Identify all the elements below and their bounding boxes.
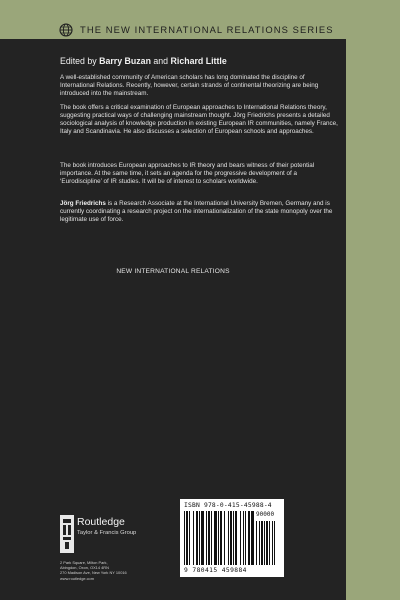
address-line: www.routledge.com (60, 575, 94, 581)
editor-name-2: Richard Little (170, 56, 227, 66)
series-footer-name: NEW INTERNATIONAL RELATIONS (116, 268, 230, 275)
publisher-name: Routledge (77, 516, 125, 528)
series-header-bar (0, 0, 400, 39)
blurb-paragraph-3: The book introduces European approaches to IR theory and bears witness of their potential importance. At the same time, it sets an agenda for the progressive development of a ‘Eurodiscipline’ of IR studies. It will be of interest to scholars worldwide. (60, 162, 315, 186)
blurb-paragraph-1: A well-established community of American scholars has long dominated the discipline of International Relations. Recently, however, certain strands of continental theorizing are being introduced into the mainstream. (60, 74, 319, 98)
ean-number: 9 780415 459884 (184, 567, 247, 574)
editors-line (60, 56, 227, 66)
blurb-paragraph-2: The book offers a critical examination of European approaches to International Relations theory, suggesting practical ways of challenging mainstream thought. Jörg Friedrichs presents a detailed sociological analysis of knowledge production in existing European IR communities, namely France, Italy and Scandinavia. He also discusses a selection of European schools and approaches. (60, 104, 338, 136)
address-line: 2 Park Square, Milton Park, (60, 560, 108, 565)
globe-icon (59, 23, 73, 37)
publisher-address (60, 560, 127, 581)
editors-conjunction: and (150, 56, 171, 66)
series-title: THE NEW INTERNATIONAL RELATIONS SERIES (80, 24, 334, 35)
author-bio (60, 200, 340, 224)
routledge-logo-mark (60, 515, 74, 553)
address-line: 270 Madison Ave, New York NY 10016 (60, 570, 127, 576)
barcode-addon: 90000 (256, 511, 275, 518)
isbn-label: ISBN 978-0-415-45988-4 (184, 502, 272, 509)
side-color-strip (346, 39, 400, 600)
barcode-box (180, 499, 284, 577)
address-line: Abingdon, Oxon, OX14 4RN (60, 565, 109, 571)
author-name: Jörg Friedrichs (60, 200, 106, 207)
editors-prefix: Edited by (60, 56, 100, 66)
barcode-image (184, 511, 280, 567)
publisher-group: Taylor & Francis Group (77, 530, 137, 536)
author-bio-text: is a Research Associate at the International University Bremen, Germany and is currently coordinating a research project on the internationalization of the state monopoly over the legitimate use of force. (60, 200, 333, 224)
editor-name-1: Barry Buzan (99, 56, 151, 66)
